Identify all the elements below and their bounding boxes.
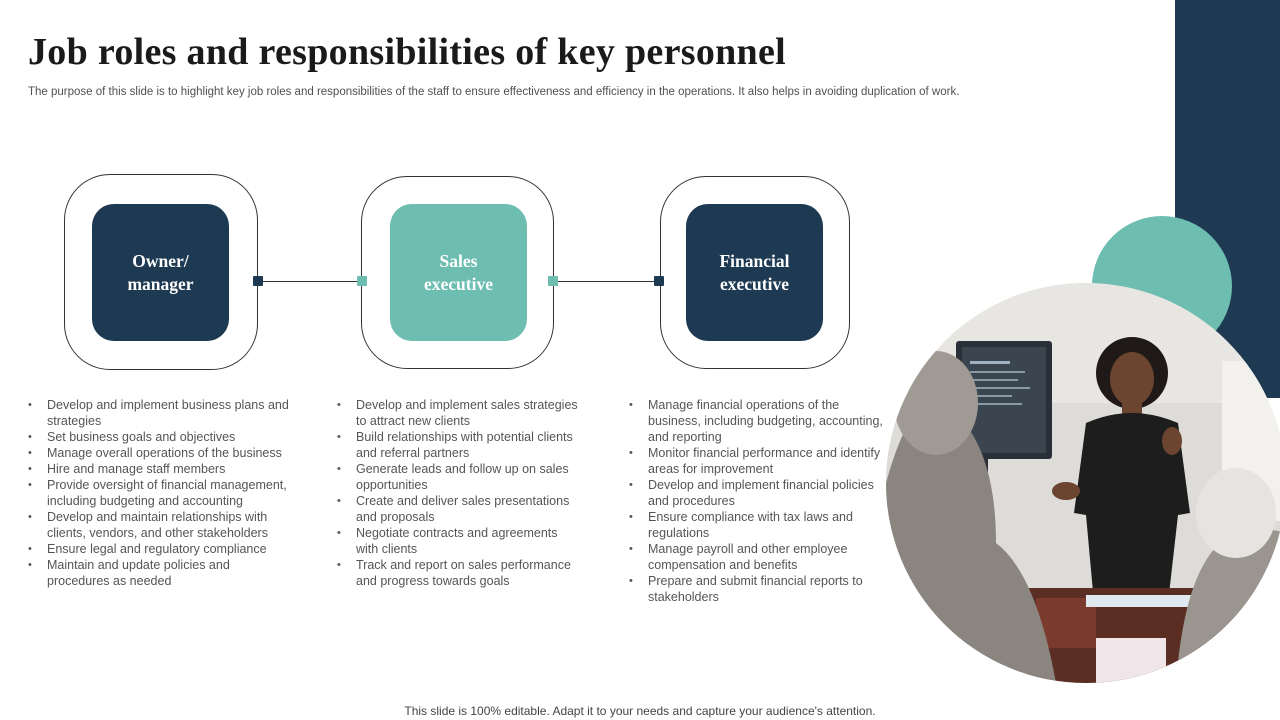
role-title-financial-executive: Financial executive xyxy=(686,204,823,341)
list-item: • Develop and implement sales strategies to attract new clients xyxy=(337,397,582,429)
responsibilities-list-financial-executive xyxy=(629,397,884,605)
list-item: • Set business goals and objectives xyxy=(28,429,293,445)
connector-node xyxy=(654,276,664,286)
list-item: • Prepare and submit financial reports to stakeholders xyxy=(629,573,884,605)
list-item: • Monitor financial performance and identify areas for improvement xyxy=(629,445,884,477)
list-item: • Negotiate contracts and agreements with clients xyxy=(337,525,582,557)
list-item: • Develop and implement business plans and strategies xyxy=(28,397,293,429)
list-item: • Develop and maintain relationships with clients, vendors, and other stakeholders xyxy=(28,509,293,541)
list-item: • Develop and implement financial policies and procedures xyxy=(629,477,884,509)
list-item: • Track and report on sales performance and progress towards goals xyxy=(337,557,582,589)
list-item: • Manage payroll and other employee compensation and benefits xyxy=(629,541,884,573)
connector-line-2 xyxy=(553,281,660,282)
list-item: • Generate leads and follow up on sales opportunities xyxy=(337,461,582,493)
connector-node xyxy=(357,276,367,286)
slide-subtitle: The purpose of this slide is to highlight key job roles and responsibilities of the staff to ensure effectiveness and efficiency in the operations. It also helps in avoiding duplication of work. xyxy=(28,86,960,98)
list-item: • Hire and manage staff members xyxy=(28,461,293,477)
presenter-photo xyxy=(886,283,1280,683)
responsibilities-list-owner-manager xyxy=(28,397,293,589)
list-item: • Ensure legal and regulatory compliance xyxy=(28,541,293,557)
connector-line-1 xyxy=(258,281,362,282)
role-title-owner-manager: Owner/ manager xyxy=(92,204,229,341)
list-item: • Maintain and update policies and procedures as needed xyxy=(28,557,293,589)
list-item: • Ensure compliance with tax laws and regulations xyxy=(629,509,884,541)
slide-title: Job roles and responsibilities of key personnel xyxy=(28,31,787,73)
list-item: • Manage overall operations of the business xyxy=(28,445,293,461)
connector-node xyxy=(253,276,263,286)
connector-node xyxy=(548,276,558,286)
list-item: • Manage financial operations of the business, including budgeting, accounting, and reporting xyxy=(629,397,884,445)
responsibilities-list-sales-executive xyxy=(337,397,582,589)
role-title-sales-executive: Sales executive xyxy=(390,204,527,341)
list-item: • Create and deliver sales presentations and proposals xyxy=(337,493,582,525)
footer-note: This slide is 100% editable. Adapt it to your needs and capture your audience's attention. xyxy=(404,704,876,718)
list-item: • Provide oversight of financial management, including budgeting and accounting xyxy=(28,477,293,509)
list-item: • Build relationships with potential clients and referral partners xyxy=(337,429,582,461)
